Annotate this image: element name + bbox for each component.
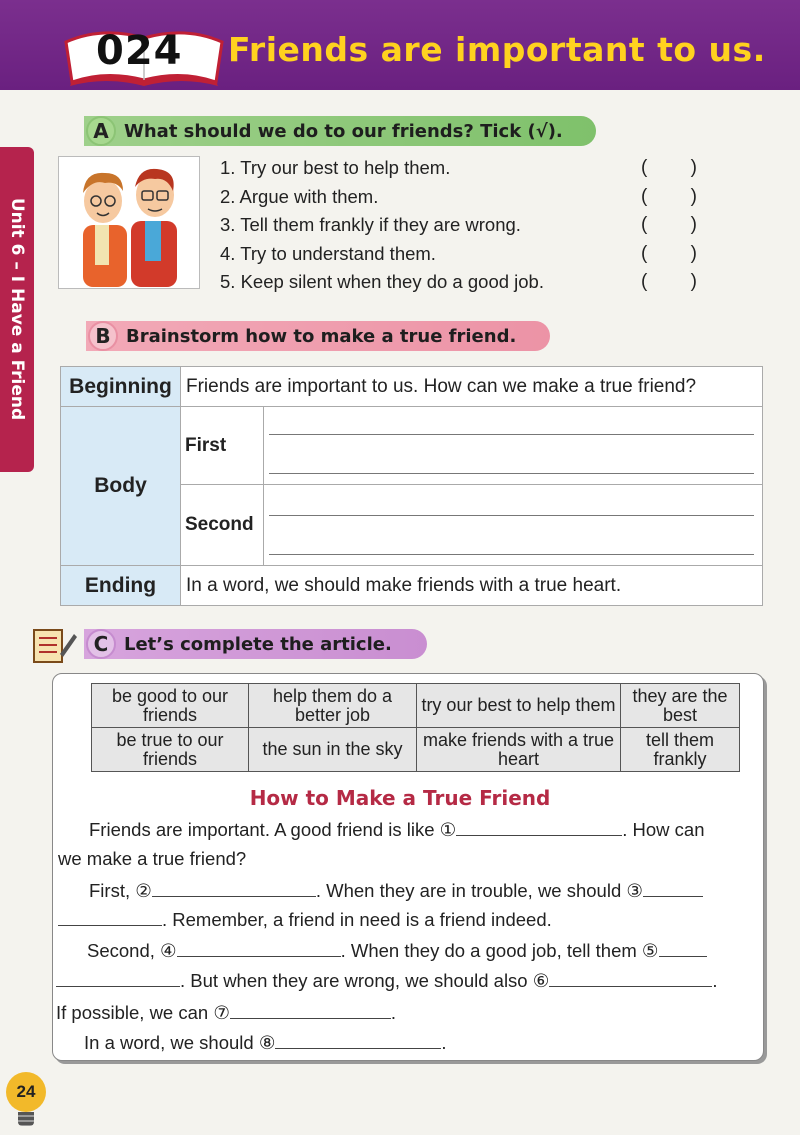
tick-box[interactable]: ( ) <box>641 185 697 207</box>
blank-5[interactable] <box>659 939 707 957</box>
second-label: Second <box>181 485 264 566</box>
section-c-letter: C <box>86 629 116 659</box>
section-a-header <box>84 116 596 146</box>
article-line-1: Friends are important. A good friend is like ① . How can <box>89 819 705 840</box>
beginning-label: Beginning <box>61 367 181 407</box>
word-bank-cell: be good to our friends <box>92 684 249 728</box>
list-item <box>220 184 720 213</box>
section-a-letter: A <box>86 116 116 146</box>
blank-7[interactable] <box>230 1001 391 1019</box>
page-title: Friends are important to us. <box>228 30 766 69</box>
list-item <box>220 241 720 270</box>
article-line-4: . Remember, a friend in need is a friend indeed. <box>58 908 552 931</box>
article-title: How to Make a True Friend <box>249 786 551 810</box>
unit-side-tab <box>0 147 34 472</box>
word-bank-cell: help them do a better job <box>249 684 417 728</box>
section-b-header <box>86 321 550 351</box>
list-item <box>220 155 720 184</box>
list-item <box>220 212 720 241</box>
body-label: Body <box>61 407 181 566</box>
section-a-heading: What should we do to our friends? Tick (√). <box>124 120 563 142</box>
ending-label: Ending <box>61 566 181 606</box>
tick-question-list <box>220 155 720 298</box>
first-label: First <box>181 407 264 485</box>
lesson-number: 024 <box>96 28 183 74</box>
article-line-6: . But when they are wrong, we should also ⑥ . <box>56 969 717 992</box>
lightbulb-base-icon <box>18 1112 34 1126</box>
blank-8[interactable] <box>275 1031 441 1049</box>
tick-box[interactable]: ( ) <box>641 242 697 264</box>
article-line-8: In a word, we should ⑧ . <box>84 1032 447 1053</box>
article-line-5: Second, ④ . When they do a good job, tell them ⑤ <box>87 939 707 962</box>
two-friends-illustration <box>58 156 200 289</box>
ending-text: In a word, we should make friends with a true heart. <box>181 566 763 606</box>
notepad-pencil-icon <box>30 626 78 664</box>
question-text: 5. Keep silent when they do a good job. <box>220 271 544 292</box>
word-bank-cell: try our best to help them <box>417 684 621 728</box>
blank-2[interactable] <box>152 879 316 897</box>
word-bank-table <box>91 683 740 772</box>
word-bank-cell: tell them frankly <box>621 728 740 772</box>
blank-3[interactable] <box>643 879 703 897</box>
unit-side-tab-label: Unit 6 – I Have a Friend <box>7 197 27 421</box>
brainstorm-table <box>60 366 763 606</box>
article-line-7: If possible, we can ⑦ . <box>56 1002 397 1023</box>
section-c-heading: Let’s complete the article. <box>124 633 392 655</box>
word-bank-cell: the sun in the sky <box>249 728 417 772</box>
first-answer-lines[interactable] <box>264 407 763 485</box>
section-c-header <box>84 629 427 659</box>
word-bank-cell: be true to our friends <box>92 728 249 772</box>
article-line-2: we make a true friend? <box>58 848 247 869</box>
question-text: 4. Try to understand them. <box>220 242 436 264</box>
section-b-heading: Brainstorm how to make a true friend. <box>126 325 517 347</box>
question-text: 3. Tell them frankly if they are wrong. <box>220 214 521 235</box>
tick-box[interactable]: ( ) <box>641 214 697 235</box>
second-answer-lines[interactable] <box>264 485 763 566</box>
word-bank-cell: make friends with a true heart <box>417 728 621 772</box>
list-item <box>220 269 720 298</box>
tick-box[interactable]: ( ) <box>641 271 697 292</box>
word-bank-cell: they are the best <box>621 684 740 728</box>
blank-3-cont[interactable] <box>58 908 162 926</box>
question-text: 1. Try our best to help them. <box>220 157 451 178</box>
blank-4[interactable] <box>177 939 341 957</box>
blank-1[interactable] <box>456 818 622 836</box>
section-b-letter: B <box>88 321 118 351</box>
question-text: 2. Argue with them. <box>220 185 379 207</box>
blank-5-cont[interactable] <box>56 969 180 987</box>
lesson-header <box>0 0 800 90</box>
tick-box[interactable]: ( ) <box>641 157 697 178</box>
article-line-3: First, ② . When they are in trouble, we should ③ <box>89 879 703 902</box>
page-number: 24 <box>6 1072 46 1112</box>
blank-6[interactable] <box>549 969 712 987</box>
beginning-text: Friends are important to us. How can we make a true friend? <box>181 367 763 407</box>
